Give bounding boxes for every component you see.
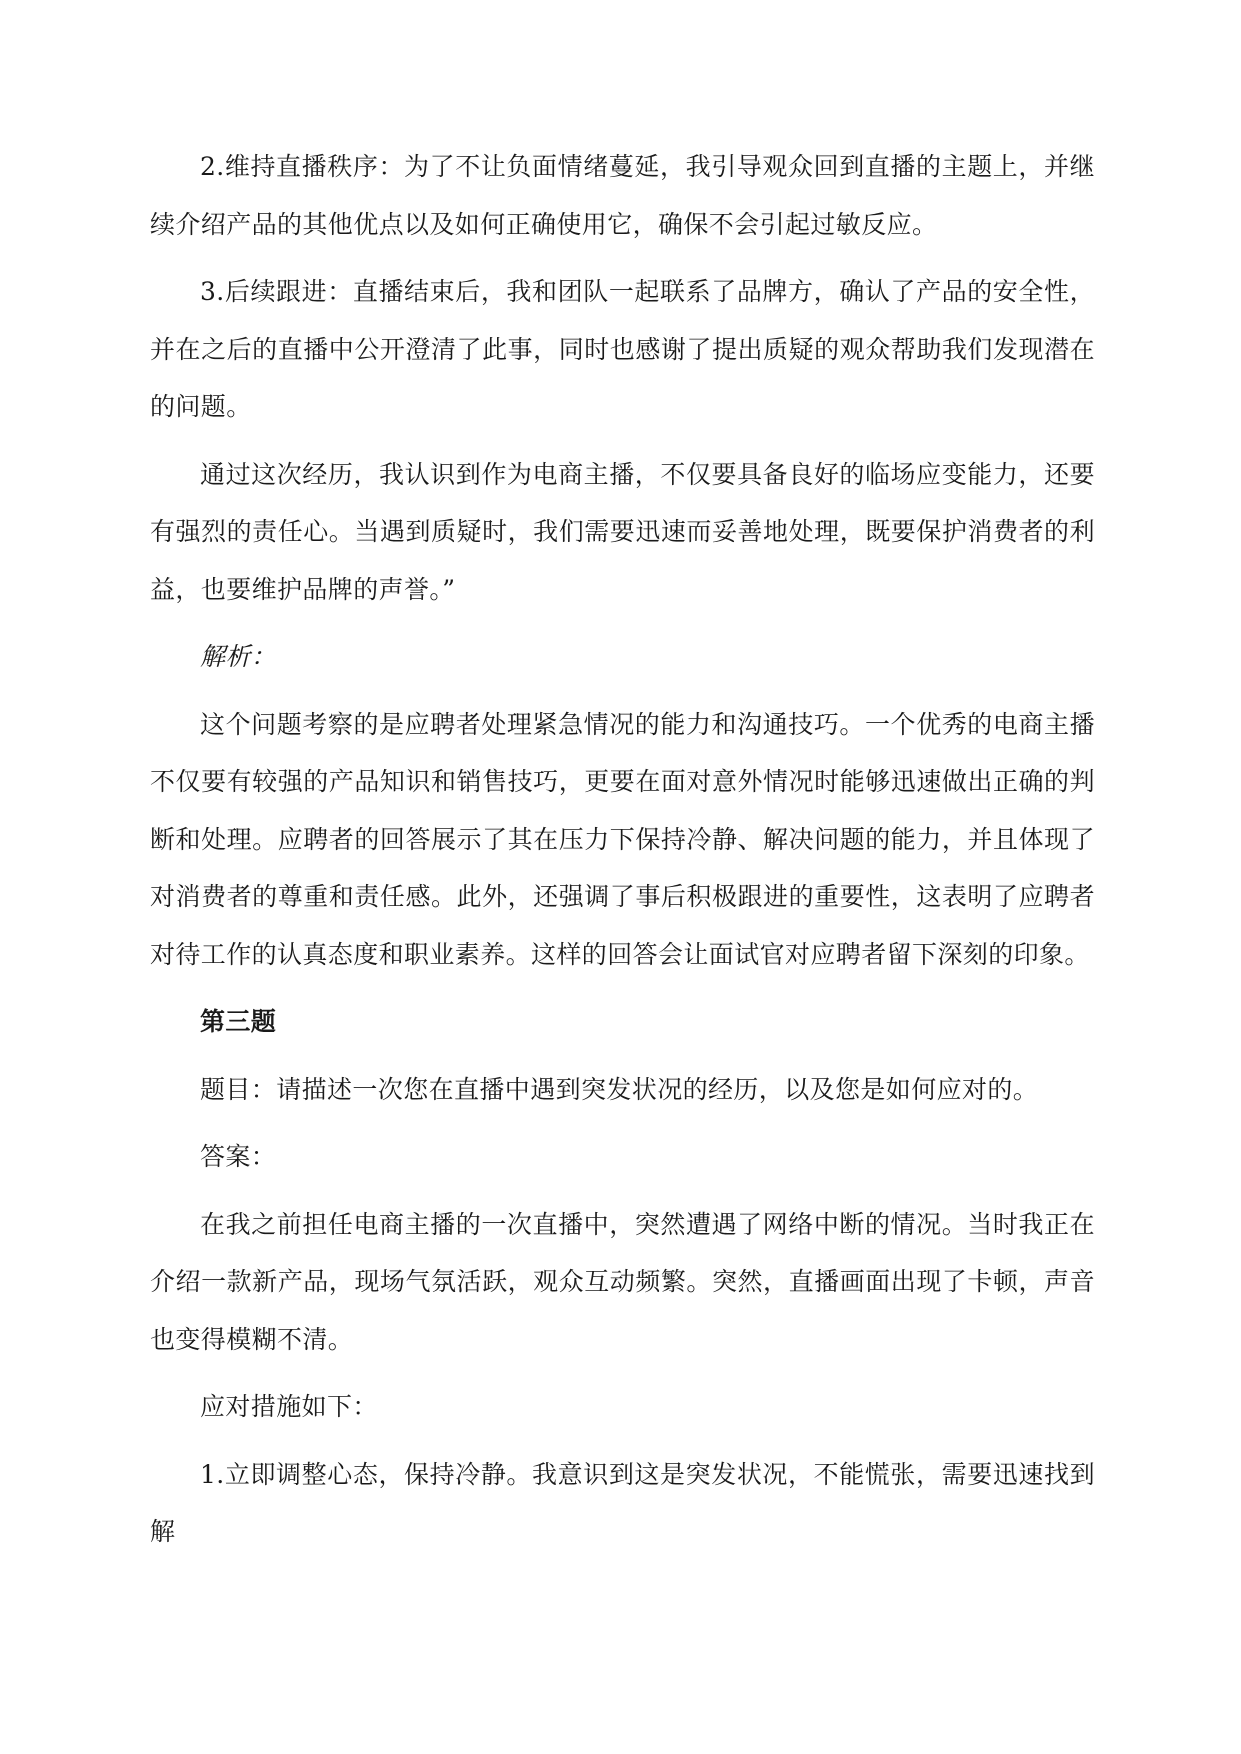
paragraph-maintain-order: 2.维持直播秩序：为了不让负面情绪蔓延，我引导观众回到直播的主题上，并继续介绍产品的其他优点以及如何正确使用它，确保不会引起过敏反应。 xyxy=(150,152,1095,239)
paragraph-measure-1: 1.立即调整心态，保持冷静。我意识到这是突发状况，不能慌张，需要迅速找到解 xyxy=(150,1459,1095,1546)
paragraph-question: 题目：请描述一次您在直播中遇到突发状况的经历，以及您是如何应对的。 xyxy=(200,1074,1039,1104)
analysis-heading: 解析： xyxy=(200,642,277,671)
paragraph-incident: 在我之前担任电商主播的一次直播中，突然遭遇了网络中断的情况。当时我正在介绍一款新产品，现场气氛活跃，观众互动频繁。突然，直播画面出现了卡顿，声音也变得模糊不清。 xyxy=(150,1209,1095,1354)
paragraph-measures-intro: 应对措施如下： xyxy=(200,1392,378,1421)
paragraph-follow-up: 3.后续跟进：直播结束后，我和团队一起联系了品牌方，确认了产品的安全性，并在之后的直播中公开澄清了此事，同时也感谢了提出质疑的观众帮助我们发现潜在的问题。 xyxy=(150,277,1095,421)
document-page xyxy=(150,138,1095,1571)
paragraph-reflection: 通过这次经历，我认识到作为电商主播，不仅要具备良好的临场应变能力，还要有强烈的责任心。当遇到质疑时，我们需要迅速而妥善地处理，既要保护消费者的利益，也要维护品牌的声誉。” xyxy=(150,459,1095,604)
paragraph-answer-label: 答案： xyxy=(200,1142,277,1171)
section-heading-question-3: 第三题 xyxy=(200,1007,277,1036)
paragraph-analysis: 这个问题考察的是应聘者处理紧急情况的能力和沟通技巧。一个优秀的电商主播不仅要有较强的产品知识和销售技巧，更要在面对意外情况时能够迅速做出正确的判断和处理。应聘者的回答展示了其在压力下保持冷静、解决问题的能力，并且体现了对消费者的尊重和责任感。此外，还强调了事后积极跟进的重要性，这表明了应聘者对待工作的认真态度和职业素养。这样的回答会让面试官对应聘者留下深刻的印象。 xyxy=(150,709,1095,969)
